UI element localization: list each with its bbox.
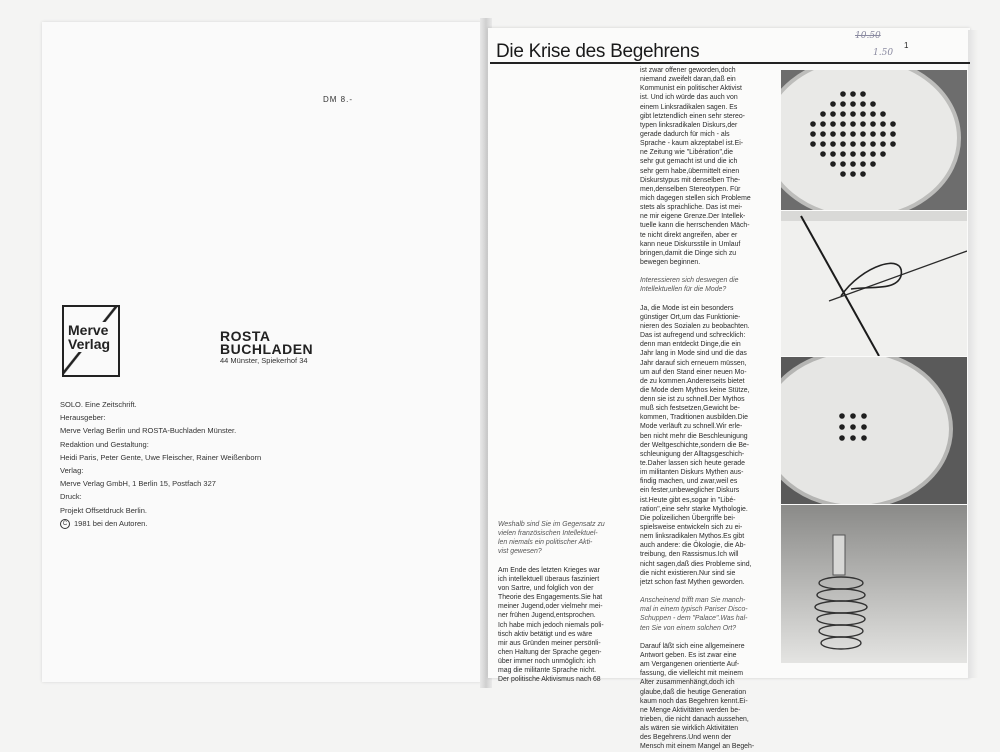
text-line: tisch aktiv betätigt und es wäre xyxy=(498,630,593,638)
text-line: niemand zweifelt daran,daß ein xyxy=(640,76,736,84)
price-label: DM 8.- xyxy=(323,95,353,104)
rosta-address: 44 Münster, Spiekerhof 34 xyxy=(220,356,308,365)
merve-logo-line: Verlag xyxy=(68,336,111,352)
article-title: Die Krise des Begehrens xyxy=(496,41,700,62)
text-line: über immer noch unmöglich: ich xyxy=(498,658,596,666)
text-line: findig machen, und zwar,weil es xyxy=(640,478,738,486)
rosta-logo-line: ROSTA xyxy=(220,328,271,344)
text-line: Jahr darauf sich erneuern müssen, xyxy=(640,359,747,367)
text-line: te nicht direkt angreifen, aber er xyxy=(640,231,738,239)
text-line: die Mode dem Mythos keine Stütze, xyxy=(640,386,750,394)
text-line: am Vergangenen orientierte Auf- xyxy=(640,661,740,669)
text-line: Theorie des Engagements.Sie hat xyxy=(498,594,603,602)
text-line: Der politische Aktivismus nach 68 xyxy=(498,676,601,684)
text-line: bringen,damit die Dinge sich zu xyxy=(640,249,737,257)
photo-telephone-earpiece xyxy=(781,70,967,210)
text-line: kaum noch das Begehren kennt.Ei- xyxy=(640,697,748,705)
copyright-line xyxy=(60,517,360,530)
text-line: tuelle kann die herrschenden Mäch- xyxy=(640,222,750,230)
text-line: typen linksradikalen Diskurs,der xyxy=(640,121,738,129)
text-line: ist.Heute gibt es,sogar in "Libé- xyxy=(640,496,736,504)
text-line: stets als sprachliche. Das ist mei- xyxy=(640,204,743,212)
text-line: spielsweise entwickeln sich zu ei- xyxy=(640,524,743,532)
text-line: gibt letztendlich einen sehr stereo- xyxy=(640,112,745,120)
text-line: ist. Und ich würde das auch von xyxy=(640,94,738,102)
text-line: ne Zeitung wie "Libération",die xyxy=(640,149,733,157)
page-edge xyxy=(968,30,978,678)
text-line: sehr gut gemacht ist und die ich xyxy=(640,158,738,166)
text-line: ne mir eigene Grenze.Der Intellek- xyxy=(640,213,746,221)
title-rule xyxy=(490,62,970,64)
imprint-line: Heidi Paris, Peter Gente, Uwe Fleischer, Rainer Weißenborn xyxy=(60,452,262,462)
text-line: te.Daher lassen sich heute gerade xyxy=(640,460,745,468)
text-line: schleunigung der Alltagsgeschich- xyxy=(640,450,745,458)
text-line: Das ist aufregend und schrecklich: xyxy=(640,332,746,340)
copyright-text: 1981 bei den Autoren. xyxy=(74,518,148,528)
text-line: bewegen beginnen. xyxy=(640,258,701,266)
text-line: Mensch mit einem Mangel an Begeh- xyxy=(640,743,755,751)
text-line: günstiger Ort,um das Funktionie- xyxy=(640,313,741,321)
text-line: von Sartre, und folglich von der xyxy=(498,584,594,592)
photo-spring-object xyxy=(781,505,967,663)
paragraph-gap xyxy=(640,587,780,596)
text-column-middle xyxy=(640,66,780,752)
photo-telephone-mouthpiece xyxy=(781,357,967,504)
text-line: Ich habe mich jedoch niemals poli- xyxy=(498,621,604,629)
text-line: einem Linksradikalen sagen. Es xyxy=(640,103,738,111)
text-line: gerade dadurch für mich - als xyxy=(640,130,730,138)
rosta-buchladen-logo xyxy=(220,330,313,356)
imprint-line: Merve Verlag GmbH, 1 Berlin 15, Postfach 327 xyxy=(60,479,216,489)
pencil-price-note: 1.50 xyxy=(873,48,894,58)
photo-telephone-wire xyxy=(781,211,967,356)
text-line: auch andere: die Ökologie, die Ab- xyxy=(640,542,746,550)
text-line: ich intellektuell überaus fasziniert xyxy=(498,575,600,583)
text-line: der Weltgeschichte,sondern die Be- xyxy=(640,441,750,449)
text-line: mag die militante Sprache nicht. xyxy=(498,667,597,675)
question-line: ten Sie von einem solchen Ort? xyxy=(640,624,737,632)
paragraph-gap xyxy=(640,633,780,642)
text-line: chen Haltung der Sprache gegen- xyxy=(498,648,602,656)
text-line: mich dagegen stellen sich Probleme xyxy=(640,194,751,202)
text-line: denn man entdeckt Dinge,die ein xyxy=(640,341,741,349)
imprint-line: Redaktion und Gestaltung: xyxy=(60,439,149,449)
text-column-left xyxy=(498,520,633,685)
merve-logo-line: Merve xyxy=(68,322,109,338)
question-line: vist gewesen? xyxy=(498,548,542,556)
question-line: Schuppen - dem "Palace".Was hal- xyxy=(640,615,748,623)
text-line: Diskurstypus mit denselben The- xyxy=(640,176,741,184)
text-line: mir aus Gründen meiner persönli- xyxy=(498,639,601,647)
paragraph-gap xyxy=(640,295,780,304)
text-line: ne Menge Aktivitäten werden be- xyxy=(640,706,741,714)
imprint-line: Verlag: xyxy=(60,466,84,476)
text-line: Sprache - kaum akzeptabel ist.Ei- xyxy=(640,140,744,148)
text-line: Am Ende des letzten Krieges war xyxy=(498,566,600,574)
question-line: vielen französischen Intellektuel- xyxy=(498,530,598,538)
imprint-line: Druck: xyxy=(60,492,82,502)
text-line: ist zwar offener geworden,doch xyxy=(640,67,736,74)
text-line: Antwort geben. Es ist zwar eine xyxy=(640,652,737,659)
copyright-icon: C xyxy=(60,519,70,529)
pencil-price-note: 10.50 xyxy=(855,31,881,41)
page-number: 1 xyxy=(904,41,909,50)
text-line: Darauf läßt sich eine allgemeinere xyxy=(640,642,745,650)
text-line: muß sich festsetzen,Gewicht be- xyxy=(640,405,740,413)
text-line: Alter zusammenhängt,doch ich xyxy=(640,679,735,687)
rosta-logo-line: BUCHLADEN xyxy=(220,341,314,357)
text-line: trieben, die nicht danach aussehen, xyxy=(640,715,749,723)
text-line: men,denselben Stereotypen. Für xyxy=(640,185,741,193)
question-line: Interessieren sich deswegen die xyxy=(640,277,739,285)
text-line: fassung, die vielleicht mit meinem xyxy=(640,670,744,678)
text-line: Mode verläuft zu schnell.Wir erle- xyxy=(640,423,743,431)
text-line: Ja, die Mode ist ein besonders xyxy=(640,304,734,312)
text-line: ration",eine sehr starke Mythologie. xyxy=(640,505,748,513)
text-line: die nicht existieren.Nur sind sie xyxy=(640,569,736,577)
question-line: mal in einem typisch Pariser Disco- xyxy=(640,606,748,614)
text-line: treibung, den Rassismus.Ich will xyxy=(640,551,739,559)
text-line: kann neue Diskursstile in Umlauf xyxy=(640,240,741,248)
text-line: nicht sagen,daß dies Probleme sind, xyxy=(640,560,752,568)
text-line: denn sie ist zu schnell.Der Mythos xyxy=(640,396,745,404)
text-line: als wären sie wirklich Aktivitäten xyxy=(640,725,739,733)
text-line: ben nicht mehr die Beschleunigung xyxy=(640,432,748,440)
merve-verlag-logo-text xyxy=(68,322,110,352)
text-line: Die polizeilichen Übergriffe bei- xyxy=(640,514,736,522)
text-line: um auf den Stand einer neuen Mo- xyxy=(640,368,747,376)
text-line: Jahr lang in Mode sind und die das xyxy=(640,350,747,358)
imprint-line: Herausgeber: xyxy=(60,413,106,423)
text-line: jetzt schon fast Mythen geworden. xyxy=(640,578,745,586)
text-line: sehr gern habe,übermittelt einen xyxy=(640,167,740,175)
imprint-line: SOLO. Eine Zeitschrift. xyxy=(60,400,137,409)
text-line: im militanten Diskurs Mythen aus- xyxy=(640,469,744,477)
question-line: len niemals ein politischer Akti- xyxy=(498,539,593,547)
text-line: des Begehrens.Und wenn der xyxy=(640,734,732,742)
text-line: Kommunist ein politischer Aktivist xyxy=(640,85,742,93)
paragraph-gap xyxy=(498,557,633,566)
question-line: Weshalb sind Sie im Gegensatz zu xyxy=(498,521,605,528)
imprint-line: Projekt Offsetdruck Berlin. xyxy=(60,505,147,515)
text-line: ner frühen Jugend,entsprochen. xyxy=(498,612,596,620)
text-line: glaube,daß die heutige Generation xyxy=(640,688,747,696)
question-line: Intellektuellen für die Mode? xyxy=(640,286,727,294)
text-line: nieren des Sozialen zu beobachten. xyxy=(640,322,750,330)
imprint-block xyxy=(60,398,360,530)
paragraph-gap xyxy=(640,267,780,276)
text-line: kommen, Traditionen ausbilden.Die xyxy=(640,414,749,422)
text-line: de zu kommen.Andererseits bietet xyxy=(640,377,745,385)
imprint-line: Merve Verlag Berlin und ROSTA-Buchladen Münster. xyxy=(60,426,237,436)
text-line: nem linksradikalen Mythos.Es gibt xyxy=(640,533,745,541)
question-line: Anscheinend trifft man Sie manch- xyxy=(640,597,746,605)
text-line: meiner Jugend,oder vielmehr mei- xyxy=(498,603,603,611)
text-line: ein fester,unbeweglicher Diskurs xyxy=(640,487,740,495)
